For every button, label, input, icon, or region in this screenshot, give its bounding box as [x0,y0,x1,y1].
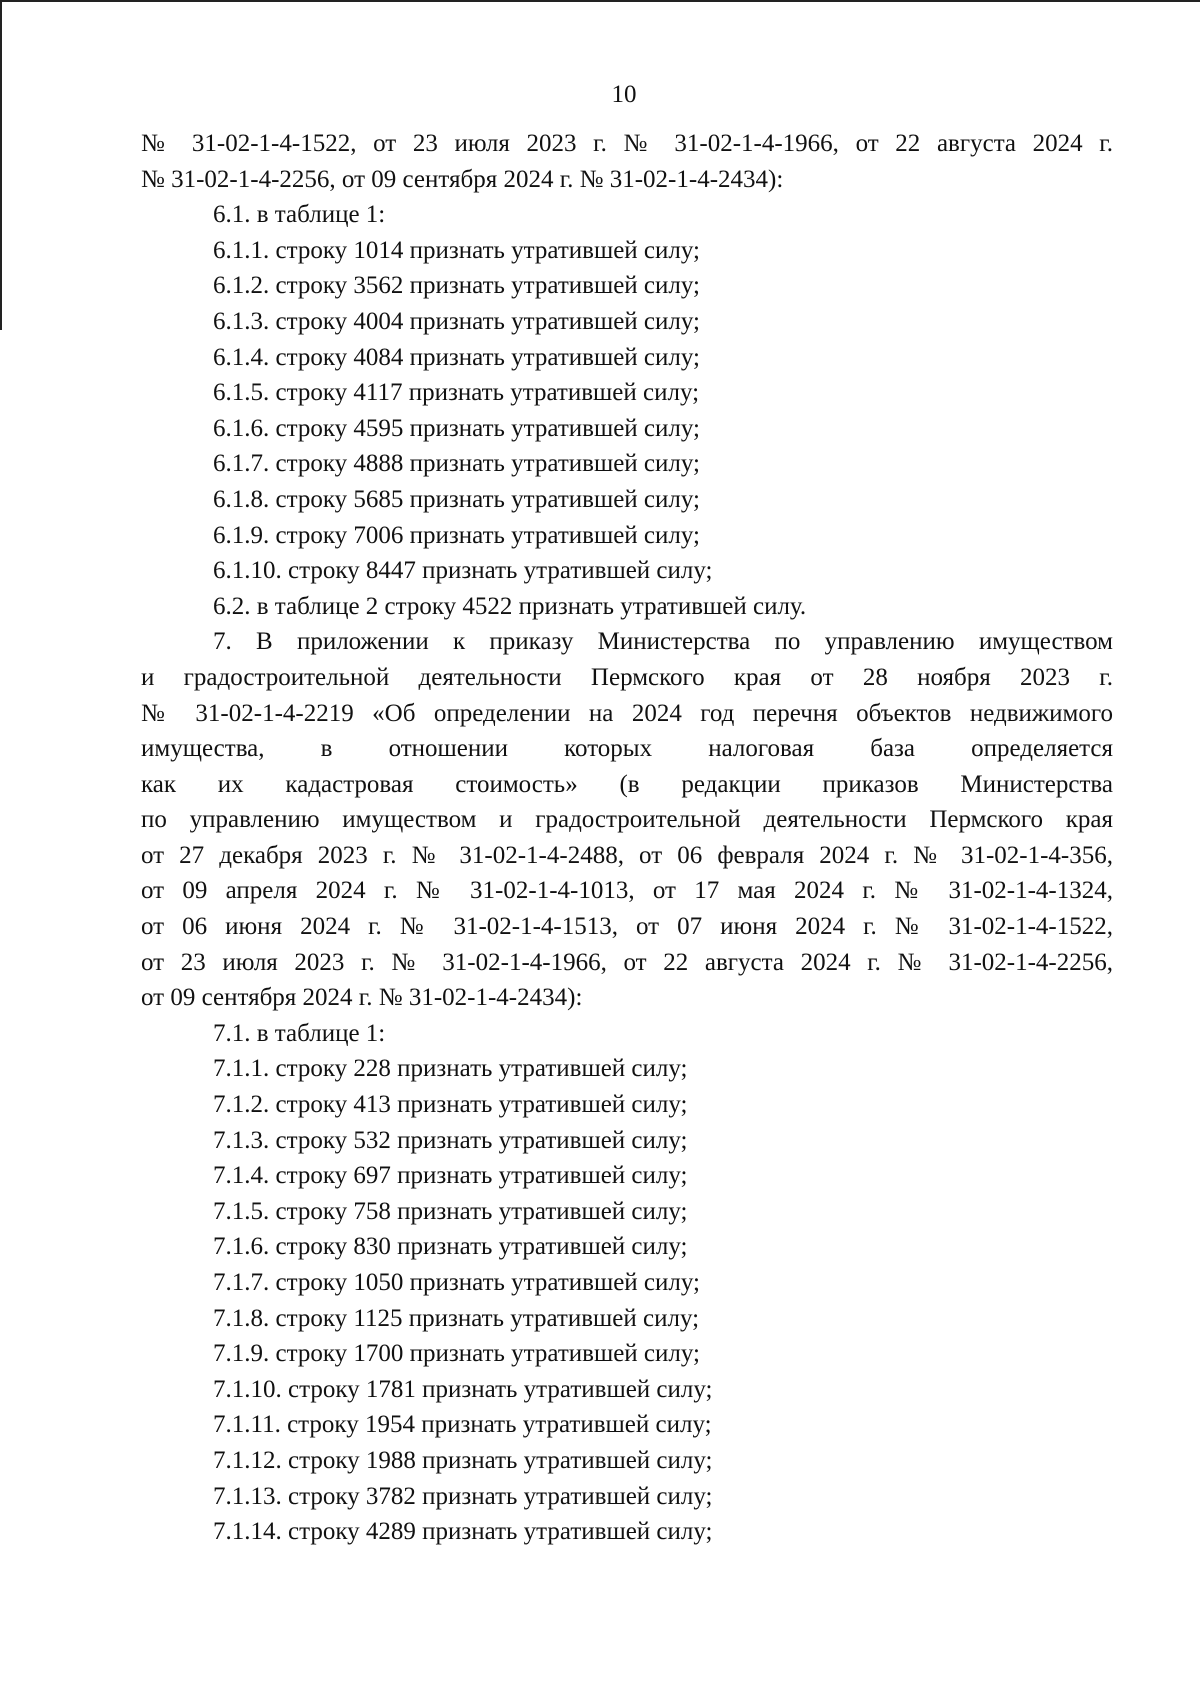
section-6-item: 6.1.6. строку 4595 признать утратившей силу; [213,414,700,442]
section-7-item: 7.1.5. строку 758 признать утратившей силу; [213,1197,688,1225]
section-7-item: 7.1.6. строку 830 признать утратившей силу; [213,1233,688,1261]
section-7-item: 7.1.2. строку 413 признать утратившей силу; [213,1091,688,1119]
section-7-item: 7.1.8. строку 1125 признать утратившей силу; [213,1304,700,1332]
section-7-item: 7.1.3. строку 532 признать утратившей силу; [213,1126,688,1154]
document-body [141,126,1113,1550]
section-6-table-1-heading: 6.1. в таблице 1: [213,201,386,229]
section-7-item: 7.1.4. строку 697 признать утратившей силу; [213,1162,688,1190]
section-7-paragraph-line: от 27 декабря 2023 г. № 31-02-1-4-2488, от 06 февраля 2024 г. № 31-02-1-4-356, [141,841,1113,869]
section-6-item: 6.1.8. строку 5685 признать утратившей силу; [213,485,700,513]
scan-edge-top [0,0,1200,2]
section-7-item: 7.1.10. строку 1781 признать утратившей силу; [213,1375,713,1403]
section-7-item: 7.1.1. строку 228 признать утратившей силу; [213,1055,688,1083]
section-7-item: 7.1.14. строку 4289 признать утратившей силу; [213,1518,713,1546]
section-6-item: 6.1.10. строку 8447 признать утратившей силу; [213,557,713,585]
section-7-paragraph-line: № 31-02-1-4-2219 «Об определении на 2024 год перечня объектов недвижимого [141,699,1113,727]
intro-line: № 31-02-1-4-2256, от 09 сентября 2024 г. № 31-02-1-4-2434): [141,165,784,193]
section-7-paragraph-line: имущества, в отношении которых налоговая база определяется [141,735,1113,763]
section-6-table-2-item: 6.2. в таблице 2 строку 4522 признать утратившей силу. [213,592,807,620]
section-7-item: 7.1.13. строку 3782 признать утратившей силу; [213,1482,713,1510]
section-7-item: 7.1.9. строку 1700 признать утратившей силу; [213,1340,700,1368]
section-7-paragraph-line: и градостроительной деятельности Пермского края от 28 ноября 2023 г. [141,663,1113,691]
intro-line: № 31-02-1-4-1522, от 23 июля 2023 г. № 31-02-1-4-1966, от 22 августа 2024 г. [141,130,1113,157]
section-6-item: 6.1.5. строку 4117 признать утратившей силу; [213,379,700,407]
section-7-paragraph-line: от 23 июля 2023 г. № 31-02-1-4-1966, от 22 августа 2024 г. № 31-02-1-4-2256, [141,948,1113,976]
page-number: 10 [611,81,637,108]
section-7-paragraph-line: 7. В приложении к приказу Министерства по управлению имуществом [213,628,1113,656]
section-7-paragraph-line: от 09 сентября 2024 г. № 31-02-1-4-2434): [141,984,583,1012]
section-6-item: 6.1.4. строку 4084 признать утратившей силу; [213,343,700,371]
section-7-paragraph-line: как их кадастровая стоимость» (в редакции приказов Министерства [141,770,1113,798]
section-6-item: 6.1.2. строку 3562 признать утратившей силу; [213,272,700,300]
section-6-item: 6.1.1. строку 1014 признать утратившей силу; [213,236,700,264]
section-7-paragraph-line: от 09 апреля 2024 г. № 31-02-1-4-1013, от 17 мая 2024 г. № 31-02-1-4-1324, [141,877,1113,905]
section-7-item: 7.1.7. строку 1050 признать утратившей силу; [213,1269,700,1296]
section-6-item: 6.1.3. строку 4004 признать утратившей силу; [213,307,700,335]
section-6-item: 6.1.9. строку 7006 признать утратившей силу; [213,521,700,549]
section-7-paragraph-line: по управлению имуществом и градостроительной деятельности Пермского края [141,806,1113,834]
section-7-item: 7.1.11. строку 1954 признать утратившей силу; [213,1411,712,1439]
section-7-item: 7.1.12. строку 1988 признать утратившей силу; [213,1446,713,1474]
section-7-paragraph-line: от 06 июня 2024 г. № 31-02-1-4-1513, от 07 июня 2024 г. № 31-02-1-4-1522, [141,913,1113,941]
section-7-table-1-heading: 7.1. в таблице 1: [213,1019,386,1047]
scan-edge-left [0,0,2,330]
section-6-item: 6.1.7. строку 4888 признать утратившей силу; [213,450,700,478]
